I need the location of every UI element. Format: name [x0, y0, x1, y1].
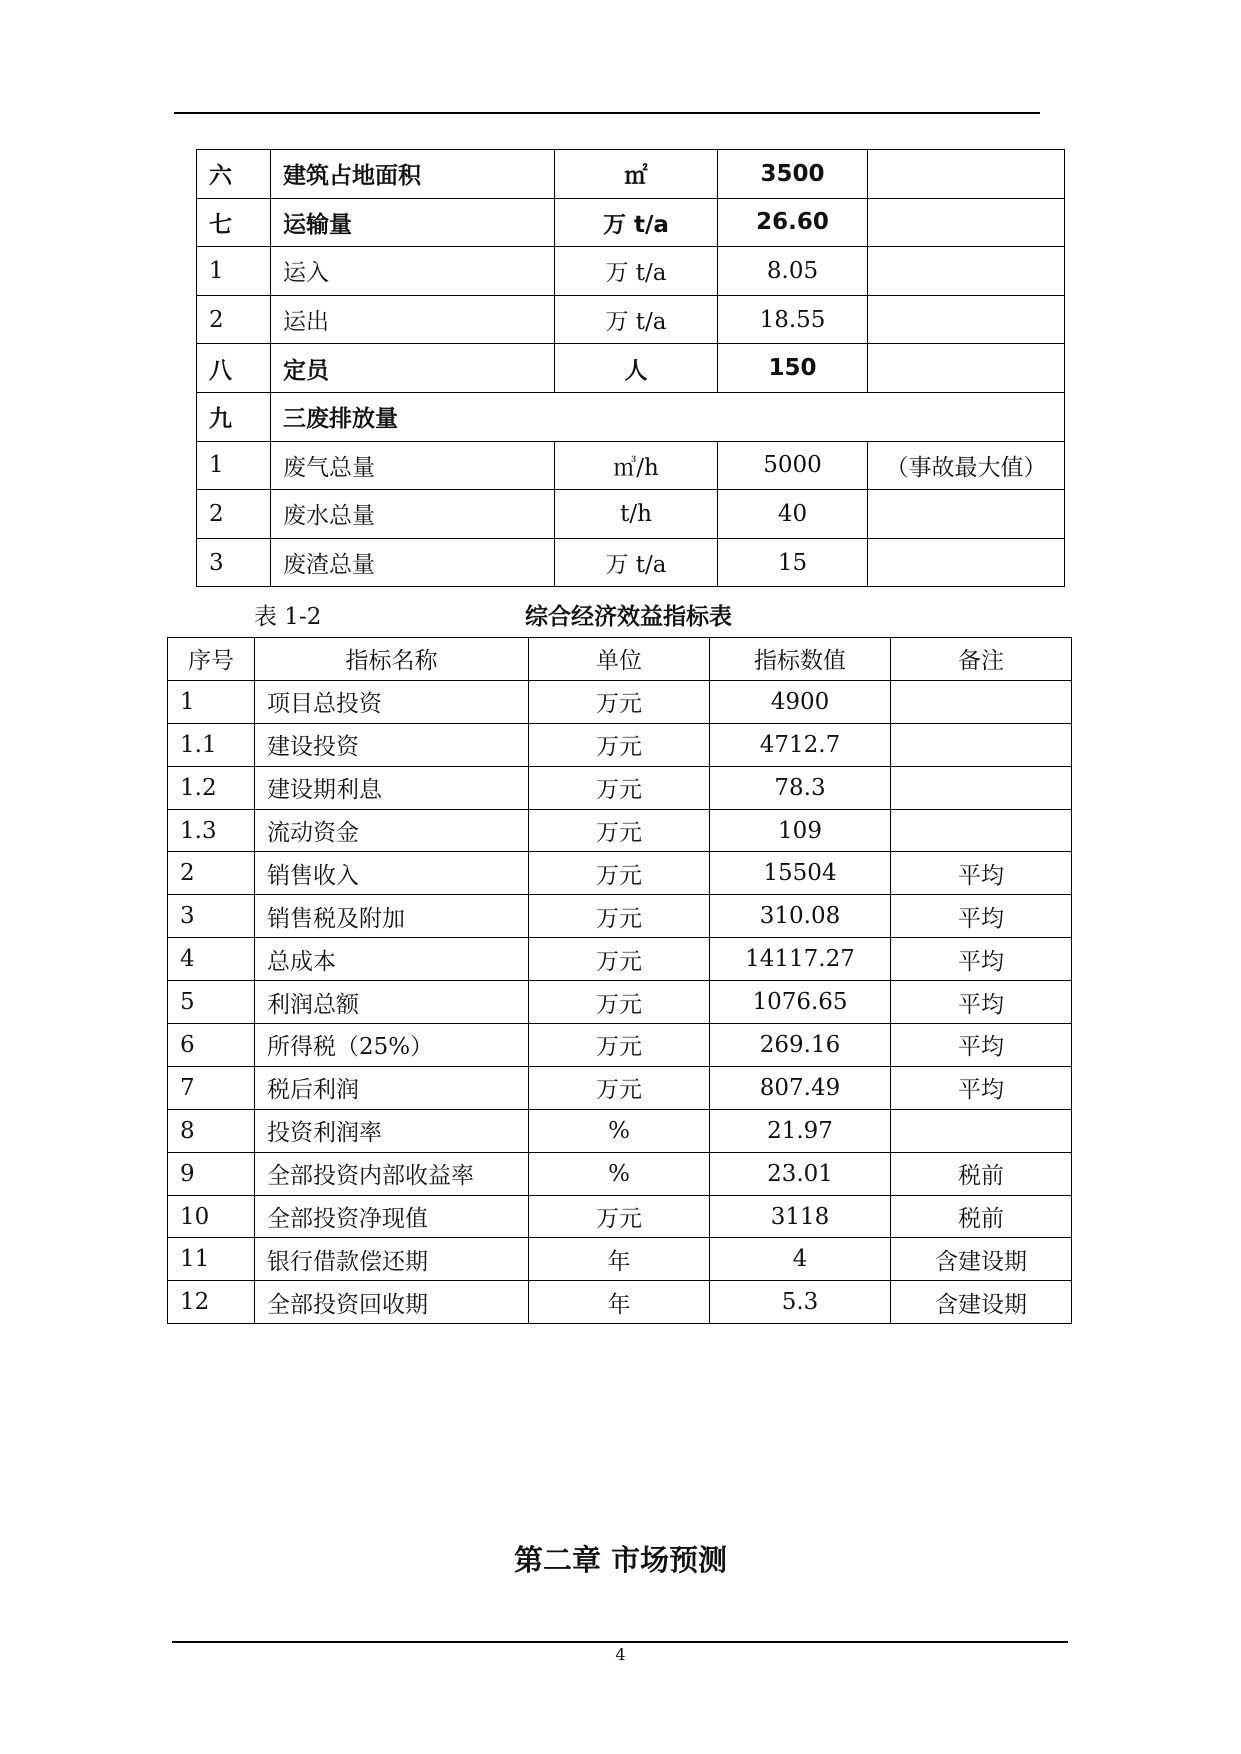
cell-unit: ㎥/h: [555, 441, 718, 490]
cell-value: 109: [710, 809, 891, 852]
cell-value: 269.16: [710, 1024, 891, 1067]
cell-note: 平均: [891, 1024, 1072, 1067]
cell-unit: t/h: [555, 490, 718, 539]
table-row: [168, 852, 1072, 895]
cell-no: 1.3: [168, 809, 255, 852]
table-row: [197, 150, 1065, 199]
cell-no: 1: [197, 441, 271, 490]
table-row: [197, 198, 1065, 247]
cell-note: 含建设期: [891, 1281, 1072, 1324]
cell-note: 平均: [891, 895, 1072, 938]
cell-note: 平均: [891, 852, 1072, 895]
cell-name: 运输量: [271, 198, 555, 247]
cell-value: 18.55: [718, 295, 868, 344]
cell-name: 废渣总量: [271, 538, 555, 587]
table-row: [168, 809, 1072, 852]
cell-no: 6: [168, 1024, 255, 1067]
table-row: [168, 1238, 1072, 1281]
cell-name: 运出: [271, 295, 555, 344]
table-row: [168, 1281, 1072, 1324]
cell-note: （事故最大值）: [868, 441, 1065, 490]
cell-no: 7: [168, 1066, 255, 1109]
table-row: [168, 1152, 1072, 1195]
cell-value: 15504: [710, 852, 891, 895]
table-row: [197, 392, 1065, 441]
cell-name: 销售税及附加: [255, 895, 529, 938]
cell-note: 含建设期: [891, 1238, 1072, 1281]
cell-no: 11: [168, 1238, 255, 1281]
cell-value: 14117.27: [710, 938, 891, 981]
page-number: 4: [615, 1645, 626, 1664]
table-row: [168, 766, 1072, 809]
cell-unit: 万元: [529, 981, 710, 1024]
cell-unit: 万元: [529, 1024, 710, 1067]
cell-unit: 万元: [529, 680, 710, 723]
table-row: [168, 895, 1072, 938]
cell-unit: 万 t/a: [555, 247, 718, 296]
cell-unit: 万元: [529, 1066, 710, 1109]
cell-name: 定员: [271, 344, 555, 393]
cell-unit: 年: [529, 1281, 710, 1324]
cell-no: 1: [197, 247, 271, 296]
cell-value: 21.97: [710, 1109, 891, 1152]
cell-unit: 年: [529, 1238, 710, 1281]
cell-value: 3118: [710, 1195, 891, 1238]
table-row: [168, 981, 1072, 1024]
cell-unit: ㎡: [555, 150, 718, 199]
cell-value: 78.3: [710, 766, 891, 809]
table-caption-number: 表 1-2: [254, 604, 322, 630]
cell-value: 4712.7: [710, 723, 891, 766]
table-caption-title: 综合经济效益指标表: [525, 604, 732, 630]
cell-value: 1076.65: [710, 981, 891, 1024]
cell-note: 税前: [891, 1152, 1072, 1195]
cell-value: 40: [718, 490, 868, 539]
cell-name: 全部投资净现值: [255, 1195, 529, 1238]
cell-value: 5000: [718, 441, 868, 490]
cell-no: 3: [168, 895, 255, 938]
cell-name: 投资利润率: [255, 1109, 529, 1152]
table-row: [197, 344, 1065, 393]
cell-no: 5: [168, 981, 255, 1024]
cell-name: 建设投资: [255, 723, 529, 766]
cell-value: 23.01: [710, 1152, 891, 1195]
cell-value: 807.49: [710, 1066, 891, 1109]
cell-note: [868, 344, 1065, 393]
header-cell-value: 指标数值: [710, 638, 891, 681]
cell-note: [868, 198, 1065, 247]
cell-note: [868, 150, 1065, 199]
cell-no: 2: [168, 852, 255, 895]
cell-name: 税后利润: [255, 1066, 529, 1109]
table-row: [168, 680, 1072, 723]
cell-value: 26.60: [718, 198, 868, 247]
cell-no: 七: [197, 198, 271, 247]
cell-note: 税前: [891, 1195, 1072, 1238]
cell-unit: 人: [555, 344, 718, 393]
table-row: [168, 1066, 1072, 1109]
cell-no: 9: [168, 1152, 255, 1195]
cell-name: 废水总量: [271, 490, 555, 539]
cell-no: 8: [168, 1109, 255, 1152]
cell-name: 销售收入: [255, 852, 529, 895]
cell-name: 全部投资内部收益率: [255, 1152, 529, 1195]
cell-note: [868, 295, 1065, 344]
header-cell-unit: 单位: [529, 638, 710, 681]
cell-no: 2: [197, 490, 271, 539]
cell-note: [891, 680, 1072, 723]
cell-name: 流动资金: [255, 809, 529, 852]
economic-indicator-table: [167, 637, 1072, 1324]
cell-note: [891, 1109, 1072, 1152]
header-cell-note: 备注: [891, 638, 1072, 681]
header-cell-no: 序号: [168, 638, 255, 681]
cell-no: 2: [197, 295, 271, 344]
cell-unit: %: [529, 1109, 710, 1152]
cell-value: 4: [710, 1238, 891, 1281]
table-row: [168, 723, 1072, 766]
cell-value: 15: [718, 538, 868, 587]
table-row: [168, 1024, 1072, 1067]
cell-name: 银行借款偿还期: [255, 1238, 529, 1281]
table-header-row: [168, 638, 1072, 681]
table-row: [197, 295, 1065, 344]
cell-name: 三废排放量: [271, 392, 1065, 441]
cell-unit: 万元: [529, 1195, 710, 1238]
cell-name: 全部投资回收期: [255, 1281, 529, 1324]
cell-no: 1.1: [168, 723, 255, 766]
cell-name: 运入: [271, 247, 555, 296]
cell-unit: 万元: [529, 895, 710, 938]
table-row: [197, 490, 1065, 539]
cell-unit: 万元: [529, 809, 710, 852]
cell-unit: 万元: [529, 938, 710, 981]
table-row: [168, 1195, 1072, 1238]
cell-no: 1: [168, 680, 255, 723]
header-rule: [174, 112, 1040, 114]
cell-value: 150: [718, 344, 868, 393]
cell-no: 4: [168, 938, 255, 981]
cell-no: 1.2: [168, 766, 255, 809]
cell-note: [891, 723, 1072, 766]
cell-note: [868, 247, 1065, 296]
cell-no: 10: [168, 1195, 255, 1238]
cell-note: 平均: [891, 981, 1072, 1024]
cell-value: 8.05: [718, 247, 868, 296]
cell-value: 310.08: [710, 895, 891, 938]
cell-note: [891, 766, 1072, 809]
indicator-table-continued: [196, 149, 1065, 587]
cell-name: 建筑占地面积: [271, 150, 555, 199]
cell-name: 废气总量: [271, 441, 555, 490]
cell-unit: 万元: [529, 723, 710, 766]
table-row: [168, 1109, 1072, 1152]
cell-no: 八: [197, 344, 271, 393]
cell-unit: 万元: [529, 766, 710, 809]
cell-note: [868, 538, 1065, 587]
cell-value: 3500: [718, 150, 868, 199]
cell-name: 利润总额: [255, 981, 529, 1024]
table-row: [197, 441, 1065, 490]
cell-unit: 万 t/a: [555, 295, 718, 344]
cell-name: 建设期利息: [255, 766, 529, 809]
cell-no: 3: [197, 538, 271, 587]
cell-unit: %: [529, 1152, 710, 1195]
cell-name: 所得税（25%）: [255, 1024, 529, 1067]
cell-name: 项目总投资: [255, 680, 529, 723]
cell-unit: 万 t/a: [555, 538, 718, 587]
cell-note: [868, 490, 1065, 539]
chapter-title: 第二章 市场预测: [513, 1543, 728, 1577]
table-row: [168, 938, 1072, 981]
cell-no: 12: [168, 1281, 255, 1324]
cell-value: 4900: [710, 680, 891, 723]
cell-note: [891, 809, 1072, 852]
cell-unit: 万 t/a: [555, 198, 718, 247]
cell-note: 平均: [891, 1066, 1072, 1109]
cell-no: 六: [197, 150, 271, 199]
footer-rule: [172, 1641, 1068, 1643]
cell-note: 平均: [891, 938, 1072, 981]
cell-value: 5.3: [710, 1281, 891, 1324]
table-row: [197, 247, 1065, 296]
cell-no: 九: [197, 392, 271, 441]
cell-name: 总成本: [255, 938, 529, 981]
table-row: [197, 538, 1065, 587]
header-cell-name: 指标名称: [255, 638, 529, 681]
cell-unit: 万元: [529, 852, 710, 895]
